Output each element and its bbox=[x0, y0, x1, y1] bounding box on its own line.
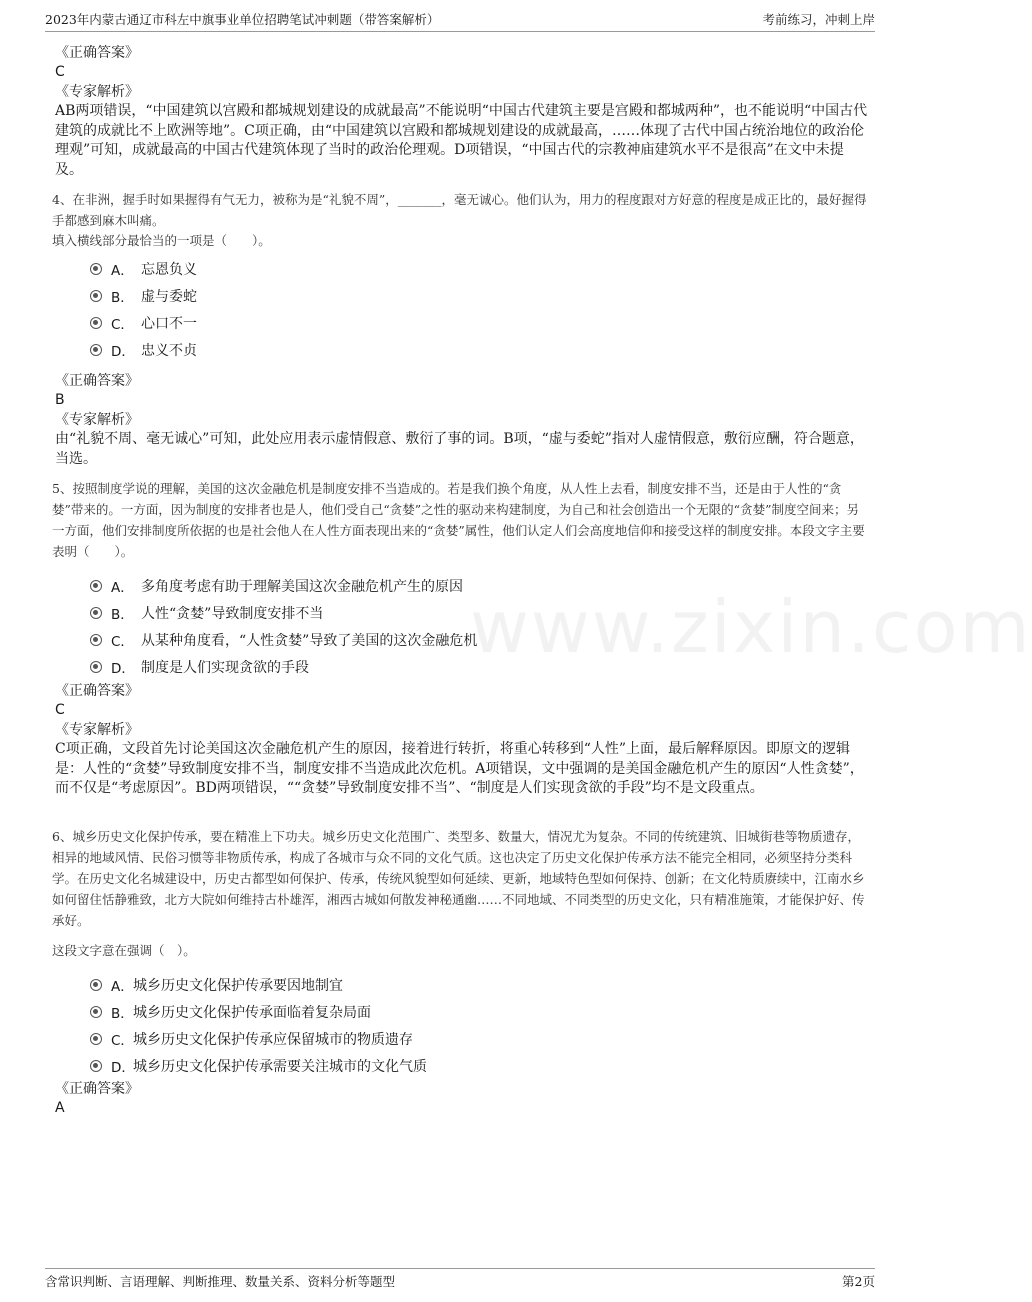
radio-button[interactable] bbox=[90, 290, 102, 302]
analysis-text: 由“礼貌不周、毫无诚心”可知，此处应用表示虚情假意、敷衍了事的词。B项，“虚与委蛇”指对人虚情假意，敷衍应酬，符合题意，当选。 bbox=[55, 431, 864, 467]
radio-button[interactable] bbox=[90, 344, 102, 356]
option-d[interactable]: D． 忠义不贞 bbox=[90, 336, 870, 363]
answer-tag: 《正确答案》 bbox=[55, 683, 139, 699]
answer-block-q3 bbox=[55, 44, 870, 180]
analysis-tag: 《专家解析》 bbox=[55, 722, 139, 738]
option-c[interactable]: C． 心口不一 bbox=[90, 309, 870, 336]
answer-tag: 《正确答案》 bbox=[55, 1081, 139, 1097]
footer-categories: 含常识判断、言语理解、判断推理、数量关系、资料分析等题型 bbox=[45, 1274, 396, 1289]
option-a[interactable]: A． 城乡历史文化保护传承要因地制宜 bbox=[90, 971, 870, 998]
option-a[interactable]: A． 忘恩负义 bbox=[90, 255, 870, 282]
radio-button[interactable] bbox=[90, 263, 102, 275]
answer-value: A bbox=[55, 1100, 65, 1116]
question-text: 5、按照制度学说的理解，美国的这次金融危机是制度安排不当造成的。若是我们换个角度，从人性上去看，制度安排不当，还是由于人性的“贪婪”带来的。一方面，因为制度的安排者也是人，他们受自己“贪婪”之性的驱动来构建制度，为自己和社会创造出一个无限的“贪婪”制度空间来；另一方面，他们安排制度所依据的也是社会他人在人性方面表现出来的“贪婪”属性，他们认定人们会高度地信仰和接受这样的制度安排。本段文字主要表明（ ）。 bbox=[52, 481, 865, 559]
question-4 bbox=[52, 189, 870, 363]
radio-button[interactable] bbox=[90, 1006, 102, 1018]
option-c[interactable]: C． 城乡历史文化保护传承应保留城市的物质遗存 bbox=[90, 1025, 870, 1052]
page-header bbox=[45, 10, 875, 32]
page-footer bbox=[45, 1268, 875, 1290]
question-6 bbox=[52, 826, 870, 1079]
question-5 bbox=[52, 478, 870, 680]
question-text: 6、城乡历史文化保护传承，要在精准上下功夫。城乡历史文化范围广、类型多、数量大，情况尤为复杂。不同的传统建筑、旧城街巷等物质遗存，相异的地域风情、民俗习惯等非物质传承，构成了各城市与众不同的文化气质。这也决定了历史文化保护传承方法不能完全相同，必须坚持分类科学。在历史文化名城建设中，历史古都型如何保护、传承，传统风貌型如何延续、更新，地域特色型如何保持、创新；在文化特质赓续中，江南水乡如何留住恬静雅致，北方大院如何维持古朴雄浑，湘西古城如何散发神秘通幽……不同地域、不同类型的历史文化，只有精准施策，才能保护好、传承好。 bbox=[52, 829, 865, 928]
question-prompt: 填入横线部分最恰当的一项是（ ）。 bbox=[52, 233, 271, 248]
answer-tag: 《正确答案》 bbox=[55, 45, 139, 61]
answer-block-q4 bbox=[55, 372, 870, 469]
analysis-tag: 《专家解析》 bbox=[55, 412, 139, 428]
answer-value: C bbox=[55, 64, 65, 80]
radio-button[interactable] bbox=[90, 607, 102, 619]
header-slogan: 考前练习，冲刺上岸 bbox=[762, 12, 875, 27]
option-list bbox=[90, 572, 870, 680]
answer-block-q5 bbox=[55, 682, 870, 799]
radio-button[interactable] bbox=[90, 661, 102, 673]
radio-button[interactable] bbox=[90, 580, 102, 592]
option-b[interactable]: B． 虚与委蛇 bbox=[90, 282, 870, 309]
question-text: 4、在非洲，握手时如果握得有气无力，被称为是“礼貌不周”，_______，毫无诚心。他们认为，用力的程度跟对方好意的程度是成正比的，最好握得手都感到麻木叫痛。 bbox=[52, 192, 867, 228]
analysis-text: AB两项错误，“中国建筑以宫殿和都城规划建设的成就最高”不能说明“中国古代建筑主要是宫殿和都城两种”，也不能说明“中国古代建筑的成就比不上欧洲等地”。C项正确，由“中国建筑以宫殿和都城规划建设的成就最高，……体现了古代中国占统治地位的政治伦理观”可知，成就最高的中国古代建筑体现了当时的政治伦理观。D项错误，“中国古代的宗教神庙建筑水平不是很高”在文中未提及。 bbox=[55, 103, 868, 178]
option-a[interactable]: A． 多角度考虑有助于理解美国这次金融危机产生的原因 bbox=[90, 572, 870, 599]
radio-button[interactable] bbox=[90, 317, 102, 329]
answer-block-q6 bbox=[55, 1080, 870, 1119]
answer-tag: 《正确答案》 bbox=[55, 373, 139, 389]
option-b[interactable]: B． 城乡历史文化保护传承面临着复杂局面 bbox=[90, 998, 870, 1025]
page-number: 第2页 bbox=[842, 1274, 875, 1289]
option-list bbox=[90, 255, 870, 363]
option-b[interactable]: B． 人性“贪婪”导致制度安排不当 bbox=[90, 599, 870, 626]
option-d[interactable]: D． 城乡历史文化保护传承需要关注城市的文化气质 bbox=[90, 1052, 870, 1079]
radio-button[interactable] bbox=[90, 1033, 102, 1045]
radio-button[interactable] bbox=[90, 979, 102, 991]
option-c[interactable]: C． 从某种角度看，“人性贪婪”导致了美国的这次金融危机 bbox=[90, 626, 870, 653]
watermark: www.zixin.com bbox=[470, 585, 1032, 669]
answer-value: C bbox=[55, 702, 65, 718]
radio-button[interactable] bbox=[90, 634, 102, 646]
radio-button[interactable] bbox=[90, 1060, 102, 1072]
analysis-tag: 《专家解析》 bbox=[55, 84, 139, 100]
analysis-text: C项正确，文段首先讨论美国这次金融危机产生的原因，接着进行转折，将重心转移到“人性”上面，最后解释原因。即原文的逻辑是：人性的“贪婪”导致制度安排不当，制度安排不当造成此次危机。A项错误，文中强调的是美国金融危机产生的原因“人性贪婪”，而不仅是“考虑原因”。BD两项错误，““贪婪”导致制度安排不当”、“制度是人们实现贪欲的手段”均不是文段重点。 bbox=[55, 741, 864, 796]
answer-value: B bbox=[55, 392, 65, 408]
option-d[interactable]: D． 制度是人们实现贪欲的手段 bbox=[90, 653, 870, 680]
document-title: 2023年内蒙古通辽市科左中旗事业单位招聘笔试冲刺题（带答案解析） bbox=[45, 12, 440, 27]
question-prompt: 这段文字意在强调（ ）。 bbox=[52, 943, 196, 958]
option-list bbox=[90, 971, 870, 1079]
